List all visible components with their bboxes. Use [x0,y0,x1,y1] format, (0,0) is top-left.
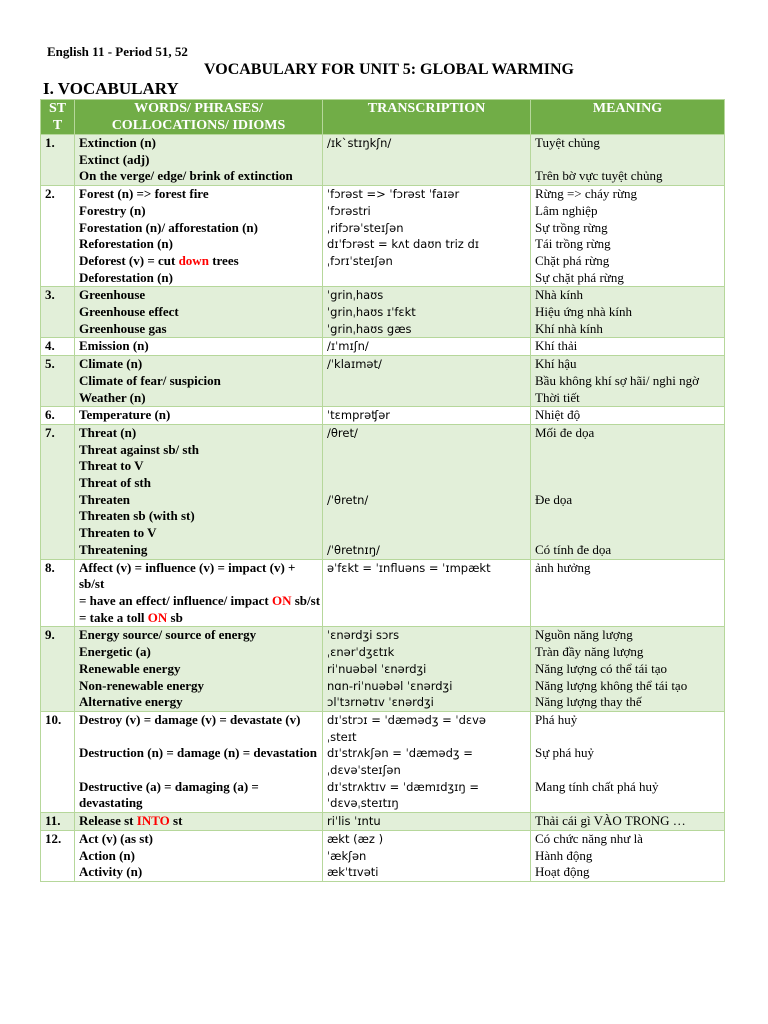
word-line: Threat to V [79,458,144,474]
table-row [41,424,725,559]
word-text: st [169,813,183,829]
meaning-line [535,729,724,746]
transcription-line: /ˈθretn/ [327,492,369,507]
meaning-line: Năng lượng không thể tái tạo [535,677,688,693]
word-line: Forestation (n)/ afforestation (n) [79,219,258,235]
word-line: Energetic (a) [79,644,151,660]
highlight-word: ON [147,609,168,625]
transcription-line: dɪˈstrɔɪ = ˈdæmədʒ = ˈdɛvə [327,712,486,727]
meaning-line [535,458,724,475]
meaning-line: Mối đe dọa [535,424,595,440]
word-line: Forest (n) => forest fire [79,186,209,202]
meaning-line: Bầu không khí sợ hãi/ nghi ngờ [535,372,699,388]
word-line [79,729,322,746]
word-line: Destroy (v) = damage (v) = devastate (v) [79,711,301,727]
word-line: Weather (n) [79,389,146,405]
column-header-meaning: MEANING [531,100,725,135]
row-words [75,627,323,712]
meaning-line: Tràn đầy năng lượng [535,644,644,660]
meaning-line [535,762,724,779]
row-words [75,356,323,407]
transcription-line: əˈfɛkt = ˈɪnfluəns = ˈɪmpækt [327,560,491,575]
word-line: Emission (n) [79,338,149,354]
word-line: Threat of sth [79,475,151,491]
word-line: Threatening [79,541,148,557]
meaning-line: Nhiệt độ [535,407,581,423]
row-transcription [323,424,531,559]
table-row [41,711,725,812]
word-line: Activity (n) [79,864,143,880]
word-text: trees [208,252,239,268]
transcription-line: /ɪˈmɪʃn/ [327,339,369,354]
word-text: sb/st [291,592,321,608]
meaning-line: Nguồn năng lượng [535,627,633,643]
table-row [41,559,725,627]
meaning-line: Khí nhà kính [535,320,603,336]
transcription-line: ɔlˈtɜrnətɪv ˈɛnərdʒi [327,695,434,710]
transcription-line: riˈnuəbəl ˈɛnərdʒi [327,661,427,676]
row-transcription [323,407,531,425]
row-transcription [323,627,531,712]
word-text: sb [167,609,183,625]
table-row [41,407,725,425]
word-line: Threaten sb (with st) [79,508,195,524]
row-transcription [323,830,531,881]
meaning-line: Đe dọa [535,491,573,507]
word-line: Alternative energy [79,694,183,710]
meaning-line [535,152,724,169]
course-period-label: English 11 - Period 51, 52 [47,44,188,59]
transcription-line: ˈgrinˌhaʊs [327,288,384,303]
transcription-line: riˈlis ˈɪntu [327,814,381,829]
meaning-line: Hiệu ứng nhà kính [535,304,632,320]
meaning-line: Lâm nghiệp [535,202,598,218]
transcription-line: ˈfɔrəst => ˈfɔrəst ˈfaɪər [327,187,460,202]
row-number: 3. [41,287,75,338]
row-number: 12. [41,830,75,881]
word-text: Release st [79,813,137,829]
transcription-line: ækˈtɪvəti [327,865,379,880]
word-line [79,593,322,610]
word-line: On the verge/ edge/ brink of extinction [79,168,293,184]
row-number: 1. [41,135,75,186]
word-line: Threaten to V [79,525,157,541]
row-transcription [323,338,531,356]
word-text: Deforest (v) = cut [79,252,179,268]
meaning-line: Năng lượng có thể tái tạo [535,660,667,676]
row-transcription [323,135,531,186]
row-words [75,135,323,186]
row-words [75,186,323,287]
column-header-words: WORDS/ PHRASES/ COLLOCATIONS/ IDIOMS [75,100,323,135]
meaning-line: Mang tính chất phá huỷ [535,778,659,794]
meaning-line: Rừng => cháy rừng [535,186,638,202]
table-row [41,830,725,881]
word-line: Deforestation (n) [79,269,173,285]
word-line: Renewable energy [79,660,181,676]
meaning-line: Sự chặt phá rừng [535,269,624,285]
word-line: Action (n) [79,847,135,863]
meaning-line: Tuyệt chủng [535,135,600,150]
word-line: Greenhouse gas [79,320,167,336]
row-number: 10. [41,711,75,812]
row-number: 4. [41,338,75,356]
word-line: Extinct (adj) [79,151,150,167]
meaning-line: Phá huỷ [535,711,578,727]
word-line: Non-renewable energy [79,677,205,693]
transcription-line: /ɪk`stɪŋkʃn/ [327,136,392,150]
transcription-line: ækt (æz ) [327,831,384,846]
table-row [41,186,725,287]
meaning-line: Hoạt động [535,864,590,880]
transcription-line: nɑn-riˈnuəbəl ˈɛnərdʒi [327,678,453,693]
row-number: 2. [41,186,75,287]
row-meaning [531,356,725,407]
word-text: = have an effect/ influence/ impact [79,592,272,608]
row-number: 7. [41,424,75,559]
row-words [75,830,323,881]
row-words [75,813,323,831]
transcription-line: ˈækʃən [327,848,367,863]
row-meaning [531,287,725,338]
table-row [41,287,725,338]
transcription-line: ˈtɛmprəʧər [327,408,391,423]
meaning-line: Trên bờ vực tuyệt chủng [535,168,663,184]
meaning-line: Khí thải [535,338,578,354]
highlight-word: ON [271,592,292,608]
row-meaning [531,424,725,559]
row-meaning [531,135,725,186]
transcription-line: ˈgrinˌhaʊs gæs [327,321,412,336]
section-heading: I. VOCABULARY [43,79,179,98]
word-line: Reforestation (n) [79,236,173,252]
row-words [75,424,323,559]
transcription-line [327,458,530,475]
row-meaning [531,627,725,712]
word-line: Threat (n) [79,424,137,440]
word-line: Temperature (n) [79,407,171,423]
row-meaning [531,338,725,356]
highlight-word: INTO [136,813,170,829]
row-meaning [531,830,725,881]
meaning-line [535,525,724,542]
row-number: 11. [41,813,75,831]
meaning-line: Nhà kính [535,287,584,303]
transcription-line: ˈdɛvəˌsteɪtɪŋ [327,796,399,811]
word-line: Destruction (n) = damage (n) = devastation [79,745,317,761]
row-transcription [323,356,531,407]
transcription-line: /ˈθretnɪŋ/ [327,542,380,557]
transcription-line: dɪˈfɔrəst = kʌt daʊn triz dɪ [327,237,480,252]
table-header-row [41,100,725,135]
meaning-line: Tái trồng rừng [535,236,611,252]
transcription-line [327,442,530,459]
word-line: Affect (v) = influence (v) = impact (v) + sb/st [79,559,296,592]
row-transcription [323,287,531,338]
word-text: = take a toll [79,609,148,625]
word-line: Greenhouse effect [79,304,179,320]
row-words [75,407,323,425]
meaning-line: Sự phá huỷ [535,745,595,761]
row-words [75,559,323,627]
column-header-stt: ST T [41,100,75,135]
transcription-line: ˈgrinˌhaʊs ɪˈfɛkt [327,305,416,320]
meaning-line: Chặt phá rừng [535,252,610,268]
word-line [79,762,322,779]
word-line: Destructive (a) = damaging (a) = devastating [79,778,259,811]
transcription-line: dɪˈstrʌktɪv = ˈdæmɪdʒɪŋ = [327,779,479,794]
row-number: 5. [41,356,75,407]
word-line: Energy source/ source of energy [79,627,257,643]
row-meaning [531,186,725,287]
transcription-line: /ˈklaɪmət/ [327,357,382,372]
word-line [79,813,322,830]
column-header-transcription: TRANSCRIPTION [323,100,531,135]
transcription-line [327,475,530,492]
row-meaning [531,813,725,831]
meaning-line: Năng lượng thay thế [535,694,642,710]
table-row [41,356,725,407]
word-line: Climate of fear/ suspicion [79,372,221,388]
meaning-line [535,508,724,525]
vocabulary-table [40,99,725,882]
meaning-line [535,475,724,492]
word-line: Forestry (n) [79,202,146,218]
transcription-line: ˌdɛvəˈsteɪʃən [327,763,401,778]
meaning-line: Khí hậu [535,356,577,372]
word-line: Extinction (n) [79,135,156,150]
word-line: Threat against sb/ sth [79,441,200,457]
row-number: 9. [41,627,75,712]
word-line: Greenhouse [79,287,146,303]
row-meaning [531,559,725,627]
document-title: VOCABULARY FOR UNIT 5: GLOBAL WARMING [204,61,574,78]
transcription-line: ˌɛnərˈdʒɛtɪk [327,645,395,660]
row-meaning [531,711,725,812]
table-row [41,135,725,186]
word-line: Climate (n) [79,356,143,372]
transcription-line: ˌrifɔrəˈsteɪʃən [327,220,404,235]
row-number: 8. [41,559,75,627]
meaning-line: Sự trồng rừng [535,219,608,235]
row-meaning [531,407,725,425]
meaning-line: Thời tiết [535,389,580,405]
transcription-line [327,525,530,542]
meaning-line: ảnh hưởng [535,559,591,575]
row-transcription [323,186,531,287]
row-words [75,711,323,812]
table-row [41,813,725,831]
word-line: Act (v) (as st) [79,830,154,846]
transcription-line: ˈɛnərdʒi sɔrs [327,628,400,643]
transcription-line: ˌsteɪt [327,729,357,744]
transcription-line: /θret/ [327,425,358,440]
meaning-line: Có chức năng như là [535,830,643,846]
word-line [79,610,322,627]
transcription-line: ˈfɔrəstri [327,203,371,218]
row-words [75,287,323,338]
table-row [41,338,725,356]
meaning-line: Có tính đe dọa [535,541,612,557]
highlight-word: down [178,252,209,268]
row-transcription [323,711,531,812]
row-transcription [323,813,531,831]
meaning-line: Hành động [535,847,593,863]
word-line [79,253,322,270]
word-line: Threaten [79,491,131,507]
transcription-line: ˌfɔrɪˈsteɪʃən [327,253,393,268]
row-words [75,338,323,356]
row-number: 6. [41,407,75,425]
transcription-line [327,508,530,525]
table-row [41,627,725,712]
meaning-line: Thải cái gì VÀO TRONG … [535,813,686,829]
transcription-line: dɪˈstrʌkʃən = ˈdæmədʒ = [327,746,473,761]
meaning-line [535,442,724,459]
row-transcription [323,559,531,627]
